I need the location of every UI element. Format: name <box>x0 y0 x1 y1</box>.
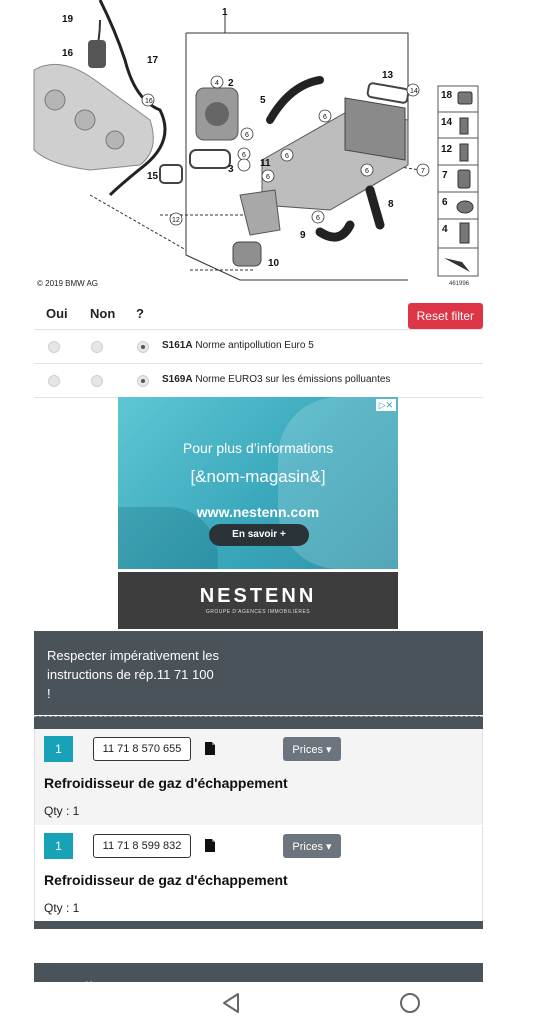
svg-text:17: 17 <box>147 55 159 66</box>
svg-text:9: 9 <box>300 230 306 241</box>
svg-text:12: 12 <box>172 217 180 224</box>
svg-text:6: 6 <box>365 168 369 175</box>
document-icon[interactable] <box>205 742 215 755</box>
instruction-line: ! <box>47 686 51 701</box>
svg-text:6: 6 <box>266 174 270 181</box>
advertisement[interactable] <box>118 397 398 629</box>
svg-text:12: 12 <box>441 144 453 155</box>
radio-no[interactable] <box>91 375 103 387</box>
part-qty-badge: 1 <box>44 833 73 859</box>
document-icon[interactable] <box>205 839 215 852</box>
part-quantity: Qty : 1 <box>44 901 80 915</box>
header-no: Non <box>90 306 116 321</box>
svg-text:7: 7 <box>442 170 448 181</box>
svg-text:1: 1 <box>222 7 228 18</box>
svg-text:6: 6 <box>245 132 249 139</box>
home-icon[interactable] <box>400 993 420 1013</box>
option-code: S169A <box>162 374 193 385</box>
svg-text:461996: 461996 <box>449 281 470 287</box>
part-qty-badge: 1 <box>44 736 73 762</box>
instruction-line: instructions de rép.11 71 100 <box>47 667 214 682</box>
part-title: Refroidisseur de gaz d'échappement <box>44 872 288 888</box>
part-title: Refroidisseur de gaz d'échappement <box>44 775 288 791</box>
svg-text:11: 11 <box>260 158 271 169</box>
ad-banner[interactable] <box>118 397 398 569</box>
part-row <box>34 826 483 922</box>
ad-line-info: Pour plus d’informations <box>182 440 334 456</box>
prices-dropdown-button[interactable]: Prices ▾ <box>283 834 341 858</box>
header-yes: Oui <box>46 306 68 321</box>
svg-text:16: 16 <box>145 98 153 105</box>
reset-filter-button[interactable]: Reset filter <box>408 303 483 329</box>
part-number[interactable]: 11 71 8 599 832 <box>93 834 191 858</box>
svg-text:15: 15 <box>147 171 159 182</box>
svg-text:5: 5 <box>260 95 266 106</box>
ad-brand-logo: NESTENN <box>199 585 317 607</box>
radio-no[interactable] <box>91 341 103 353</box>
part-row <box>34 729 483 825</box>
svg-text:18: 18 <box>441 90 453 101</box>
system-nav-bar <box>0 982 542 1024</box>
svg-text:6: 6 <box>285 153 289 160</box>
ad-brand-subtitle: GROUPE D’AGENCES IMMOBILIÈRES <box>205 609 311 615</box>
prices-dropdown-button[interactable]: Prices ▾ <box>283 737 341 761</box>
option-text: Norme EURO3 sur les émissions polluantes <box>195 374 391 385</box>
filter-header <box>34 298 483 330</box>
instruction-line: Respecter impérativement les <box>47 648 219 663</box>
svg-text:6: 6 <box>242 152 246 159</box>
option-code: S161A <box>162 340 193 351</box>
option-filter-table <box>34 298 483 398</box>
instruction-card <box>34 631 483 715</box>
filter-label <box>162 374 390 385</box>
parts-diagram[interactable] <box>0 0 542 295</box>
ad-brand-bar[interactable] <box>118 572 398 629</box>
svg-text:8: 8 <box>388 199 394 210</box>
option-text: Norme antipollution Euro 5 <box>195 340 314 351</box>
ad-line-url: www.nestenn.com <box>196 504 320 520</box>
svg-text:4: 4 <box>215 80 219 87</box>
ad-close-icon[interactable]: ▷✕ <box>376 399 396 411</box>
card-band <box>34 921 483 929</box>
card-band <box>34 716 483 729</box>
radio-unknown[interactable] <box>137 375 149 387</box>
svg-text:7: 7 <box>421 168 425 175</box>
ad-cta-button[interactable]: En savoir + <box>209 524 309 546</box>
filter-row <box>34 330 483 364</box>
part-number[interactable]: 11 71 8 570 655 <box>93 737 191 761</box>
svg-text:6: 6 <box>442 197 448 208</box>
part-quantity: Qty : 1 <box>44 804 80 818</box>
svg-text:3: 3 <box>228 164 234 175</box>
svg-text:6: 6 <box>316 215 320 222</box>
svg-text:19: 19 <box>62 14 74 25</box>
radio-yes[interactable] <box>48 341 60 353</box>
svg-text:2: 2 <box>228 78 234 89</box>
diagram-copyright: © 2019 BMW AG <box>37 279 99 288</box>
diagram-drawing <box>0 0 542 295</box>
svg-text:10: 10 <box>268 258 280 269</box>
header-unknown: ? <box>136 306 144 321</box>
radio-yes[interactable] <box>48 375 60 387</box>
svg-text:16: 16 <box>62 48 74 59</box>
svg-text:14: 14 <box>441 117 453 128</box>
svg-text:13: 13 <box>382 70 394 81</box>
filter-label <box>162 340 314 351</box>
svg-text:4: 4 <box>442 224 448 235</box>
ad-line-store: [&nom-magasin&] <box>190 467 326 486</box>
radio-unknown[interactable] <box>137 341 149 353</box>
svg-text:14: 14 <box>410 88 418 95</box>
svg-text:6: 6 <box>323 114 327 121</box>
filter-row <box>34 364 483 398</box>
back-icon[interactable] <box>222 992 240 1014</box>
dashed-divider <box>34 716 483 717</box>
